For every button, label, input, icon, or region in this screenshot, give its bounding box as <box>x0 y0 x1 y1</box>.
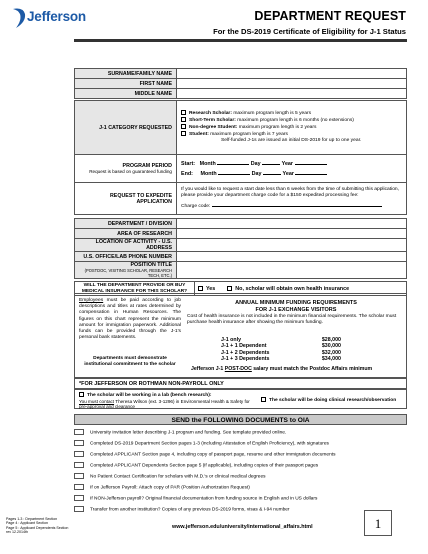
category-note: Self-funded J-1s are issued an initial DS-2019 for up to one year. <box>221 138 362 144</box>
footer-url[interactable]: www.jefferson.edu/university/international_affairs.html <box>172 524 313 530</box>
document-item[interactable]: If NON-Jefferson payroll? Original financial documentation from funding source in English and in US dollars <box>74 495 317 501</box>
commitment-note: Departments must demonstrate institutional commitment to the scholar <box>84 356 176 368</box>
footer-line: Pages 1-3 : Department Section <box>6 517 58 521</box>
office-phone-label: U.S. OFFICE/LAB PHONE NUMBER <box>75 252 177 262</box>
middle-name-label: MIDDLE NAME <box>75 89 177 99</box>
checkbox[interactable] <box>74 473 84 479</box>
end-year-input[interactable] <box>295 170 327 175</box>
lab-option[interactable]: The scholar will be working in a lab (bench research): <box>79 392 249 399</box>
logo-mark-icon <box>10 6 28 30</box>
funding-amounts <box>221 337 341 362</box>
office-phone-field[interactable] <box>177 252 407 262</box>
checkbox[interactable] <box>74 440 84 446</box>
program-period-fields <box>177 155 407 183</box>
location-label: LOCATION OF ACTIVITY - U.S. ADDRESS <box>75 239 177 252</box>
surname-label: SURNAME/FAMILY NAME <box>75 69 177 79</box>
document-item[interactable]: No Patient Contact Certification for scholars with M.D.'s or clinical medical degrees <box>74 473 266 479</box>
funding-requirements: ANNUAL MINIMUM FUNDING REQUIREMENTS FOR J-1 EXCHANGE VISITORS Cost of health insurance is not included in the minimum financial requirements. The scholar must purchase health insurance after showing the minimum funding. <box>187 300 397 326</box>
checkbox[interactable] <box>74 462 84 468</box>
page-subtitle: For the DS-2019 Certificate of Eligibility for J-1 Status <box>213 27 406 36</box>
document-item[interactable]: Completed DS-2019 Department Section pages 1-3 (including Attestation of English Proficiency), with signatures <box>74 440 329 446</box>
funding-row: J-1 + 1 Dependent $30,000 <box>221 343 341 350</box>
page-number: 1 <box>364 510 392 536</box>
end-day-input[interactable] <box>263 170 281 175</box>
charge-code-input[interactable] <box>212 202 382 207</box>
postdoc-note: Jefferson J-1 POST-DOC salary must match the Postdoc Affairs minimum <box>191 366 373 372</box>
checkbox[interactable] <box>227 286 232 291</box>
page-title: DEPARTMENT REQUEST <box>254 9 406 23</box>
department-table <box>74 218 407 279</box>
logo-text: Jefferson <box>27 9 86 24</box>
program-period-label: PROGRAM PERIOD Request is based on guaranteed funding <box>75 155 177 183</box>
start-year-input[interactable] <box>295 160 327 165</box>
checkbox[interactable] <box>181 124 186 129</box>
funding-section <box>74 293 407 378</box>
middle-name-field[interactable] <box>177 89 407 99</box>
charge-code-row: Charge code: <box>181 202 402 210</box>
funding-row: J-1 + 3 Dependents $34,000 <box>221 355 341 362</box>
funding-row: J-1 only $28,000 <box>221 337 341 343</box>
checkbox[interactable] <box>198 286 203 291</box>
expedite-text: If you would like to request a start date less than 6 weeks from the time of submitting this application, please provide your department charge code for a $150 expedited processing fee: <box>181 186 400 198</box>
checkbox[interactable] <box>74 429 84 435</box>
area-label: AREA OF RESEARCH <box>75 229 177 239</box>
name-table <box>74 68 407 99</box>
lab-contact-note: You must contact Theresa Wilson (ext. 3-1296) in Environmental Health & Safety for pre-approval and clearance <box>79 399 250 410</box>
send-documents-header: SEND the FOLLOWING DOCUMENTS to OIA <box>74 414 407 425</box>
document-item[interactable]: University invitation letter describing J-1 program and funding. See template provided online. <box>74 429 286 435</box>
checkbox[interactable] <box>74 451 84 457</box>
footer-line: rev 12.2014th <box>6 529 28 534</box>
checkbox[interactable] <box>181 131 186 136</box>
document-item[interactable]: Completed APPLICANT Dependents Section page 5 (if applicable), including copies of their passport pages <box>74 462 318 468</box>
area-field[interactable] <box>177 229 407 239</box>
funding-row: J-1 + 2 Dependents $32,000 <box>221 349 341 356</box>
category-options <box>177 101 407 155</box>
footer-line: Page 5 : Applicant Dependents Section <box>6 525 69 530</box>
department-label: DEPARTMENT / DIVISION <box>75 219 177 229</box>
checkbox[interactable] <box>79 392 84 397</box>
footer-page-list <box>6 517 68 534</box>
first-name-field[interactable] <box>177 79 407 89</box>
position-title-field[interactable] <box>177 262 407 279</box>
position-title-label: POSITION TITLE (POSTDOC, VISITING SCHOLAR, RESEARCH TECH, ETC.) <box>75 262 177 279</box>
insurance-no-option[interactable]: No, scholar will obtain own health insurance <box>227 286 349 292</box>
payroll-options <box>74 389 407 409</box>
first-name-label: FIRST NAME <box>75 79 177 89</box>
checkbox[interactable] <box>181 117 186 122</box>
document-item[interactable]: Completed APPLICANT Section page 4, including copy of passport page, resume and other immigration documents <box>74 451 336 457</box>
end-month-input[interactable] <box>218 170 250 175</box>
category-option-student[interactable]: Student: maximum program length is 7 years <box>181 131 402 138</box>
start-date-row: Start: Month Day Year <box>181 159 402 169</box>
checkbox[interactable] <box>74 484 84 490</box>
department-field[interactable] <box>177 219 407 229</box>
checkbox[interactable] <box>74 506 84 512</box>
start-month-input[interactable] <box>217 160 249 165</box>
header-rule <box>74 39 407 42</box>
employees-paragraph: Employees must be paid according to job descriptions and titles at rates determined by compensation in Human Resources. The figures on this chart represent the minimum amount for immigration paperwork. Additional funds can be provided through the J-1's personal bank statements. <box>79 298 181 341</box>
document-item[interactable]: Transfer from another institution? Copies of any previous DS-2019 forms, visas & I-94 number <box>74 506 290 512</box>
non-payroll-label: *FOR JEFFERSON OR ROTHMAN NON-PAYROLL ONLY <box>74 378 407 389</box>
category-label: J-1 CATEGORY REQUESTED <box>75 101 177 155</box>
jefferson-logo <box>10 6 90 32</box>
category-option-short-term[interactable]: Short-Term Scholar: maximum program length is 6 months (no extensions) <box>181 117 402 124</box>
category-table <box>74 100 407 215</box>
document-item[interactable]: If on Jefferson Payroll: Attach copy of PAR (Position Authorization Request) <box>74 484 250 490</box>
checkbox[interactable] <box>74 495 84 501</box>
insurance-yes-option[interactable]: Yes <box>198 286 215 292</box>
start-day-input[interactable] <box>262 160 280 165</box>
footer-line: Page 4 : Applicant Section <box>6 521 48 526</box>
location-field[interactable] <box>177 239 407 252</box>
category-option-research[interactable]: Research Scholar: maximum program length is 5 years <box>181 110 402 117</box>
category-option-non-degree[interactable]: Non-degree Student: maximum program length is 2 years <box>181 124 402 131</box>
expedite-content <box>177 183 407 215</box>
end-date-row: End: Month Day Year <box>181 169 402 179</box>
clinical-option[interactable]: The scholar will be doing clinical research/observation <box>261 397 396 404</box>
checkbox[interactable] <box>261 397 266 402</box>
checkbox[interactable] <box>181 110 186 115</box>
insurance-question: WILL THE DEPARTMENT PROVIDE OR BUY MEDICAL INSURANCE FOR THIS SCHOLAR? <box>75 282 195 296</box>
surname-field[interactable] <box>177 69 407 79</box>
expedite-label: REQUEST TO EXPEDITE APPLICATION <box>75 183 177 215</box>
